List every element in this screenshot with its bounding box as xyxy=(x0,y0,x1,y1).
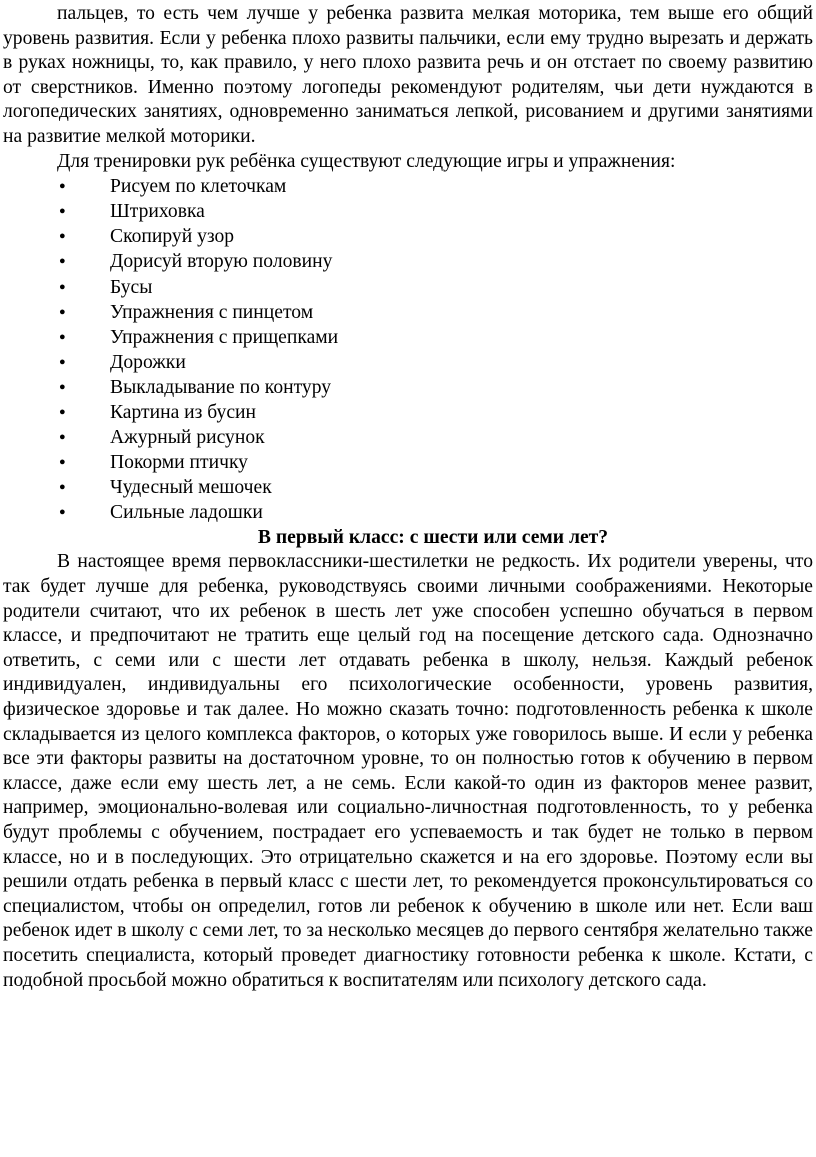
list-item xyxy=(3,425,813,450)
list-item xyxy=(3,174,813,199)
list-item xyxy=(3,199,813,224)
list-item-label: Картина из бусин xyxy=(110,402,256,423)
list-item xyxy=(3,475,813,500)
list-item xyxy=(3,400,813,425)
list-item-label: Бусы xyxy=(110,276,153,298)
list-item-label: Сильные ладошки xyxy=(110,502,263,524)
bullet-icon: ● xyxy=(59,456,66,469)
bullet-icon: ● xyxy=(59,355,66,368)
bullet-icon: ● xyxy=(59,205,66,218)
section-heading: В первый класс: с шести или семи лет? xyxy=(257,527,609,549)
list-item-label: Дорожки xyxy=(110,351,186,373)
list-item xyxy=(3,375,813,400)
list-item xyxy=(3,249,813,274)
list-item xyxy=(3,300,813,325)
list-item xyxy=(3,325,813,350)
list-item xyxy=(3,224,813,249)
list-item-label: Упражнения с пинцетом xyxy=(110,301,314,323)
list-item xyxy=(3,275,813,300)
list-item xyxy=(3,350,813,375)
list-item-label: Ажурный рисунок xyxy=(110,427,265,449)
bullet-icon: ● xyxy=(59,506,66,519)
bullet-icon: ● xyxy=(59,330,66,343)
list-item-label: Штриховка xyxy=(110,201,205,223)
bullet-icon: ● xyxy=(59,406,66,418)
list-item-label: Чудесный мешочек xyxy=(110,477,272,499)
bullet-icon: ● xyxy=(59,280,66,293)
bullet-icon: ● xyxy=(59,180,66,193)
bullet-icon: ● xyxy=(59,305,66,318)
section-paragraph: В настоящее время первоклассники-шестилетки не редкость. Их родители уверены, что так будет лучше для ребенка, руководствуясь своими личными соображениями. Некоторые родители считают, что их ребенок в шесть лет уже способен успешно обучаться в первом классе, и предпочитают не тратить еще целый год на посещение детского сада. Однозначно ответить, с семи или с шести лет отдавать ребенка в школу, нельзя. Каждый ребенок индивидуален, индивидуальны его психологические особенности, уровень развития, физическое здоровье и так далее. Но можно сказать точно: подготовленность ребенка к школе складывается из целого комплекса факторов, о которых уже говорилось выше. И если у ребенка все эти факторы развиты на достаточном уровне, то он полностью готов к обучению в первом классе, даже если ему шесть лет, а не семь. Если какой-то один из факторов менее развит, например, эмоционально-волевая или социально-личностная подготовленность, то у ребенка будут проблемы с обучением, пострадает его успеваемость и так будет не только в первом классе, но и в последующих. Это отрицательно скажется и на его здоровье. Поэтому если вы решили отдать ребенка в первый класс с шести лет, то рекомендуется проконсультироваться со специалистом, чтобы он определил, готов ли ребенок к обучению в школе или нет. Если ваш ребенок идет в школу с семи лет, то за несколько месяцев до первого сентября желательно также посетить специалиста, который проведет диагностику готовности ребенка к школе. Кстати, с подобной просьбой можно обратиться к воспитателям или психологу детского сада. xyxy=(3,551,813,991)
bullet-icon: ● xyxy=(59,255,66,268)
list-item-label: Покорми птичку xyxy=(110,452,248,474)
bullet-icon: ● xyxy=(59,380,66,393)
exercises-list xyxy=(3,174,813,525)
list-item-label: Выкладывание по контуру xyxy=(110,376,332,398)
list-item-label: Скопируй узор xyxy=(110,226,235,248)
bullet-icon: ● xyxy=(59,431,66,444)
bullet-icon: ● xyxy=(59,230,66,243)
list-item xyxy=(3,450,813,475)
list-item-label: Дорисуй вторую половину xyxy=(110,251,333,273)
list-item-label: Упражнения с прищепками xyxy=(110,326,339,348)
list-intro-paragraph: Для тренировки рук ребёнка существуют следующие игры и упражнения: xyxy=(57,150,676,172)
bullet-icon: ● xyxy=(59,481,66,494)
intro-paragraph: пальцев, то есть чем лучше у ребенка развита мелкая моторика, тем выше его общий уровень развития. Если у ребенка плохо развиты пальчики, если ему трудно вырезать и держать в руках ножницы, то, как правило, у него плохо развита речь и он отстает по своему развитию от сверстников. Именно поэтому логопеды рекомендуют родителям, чьи дети нуждаются в логопедических занятиях, одновременно заниматься лепкой, рисованием и другими занятиями на развитие мелкой моторики. xyxy=(3,3,813,147)
list-item xyxy=(3,500,813,525)
list-item-label: Рисуем по клеточкам xyxy=(110,176,287,198)
